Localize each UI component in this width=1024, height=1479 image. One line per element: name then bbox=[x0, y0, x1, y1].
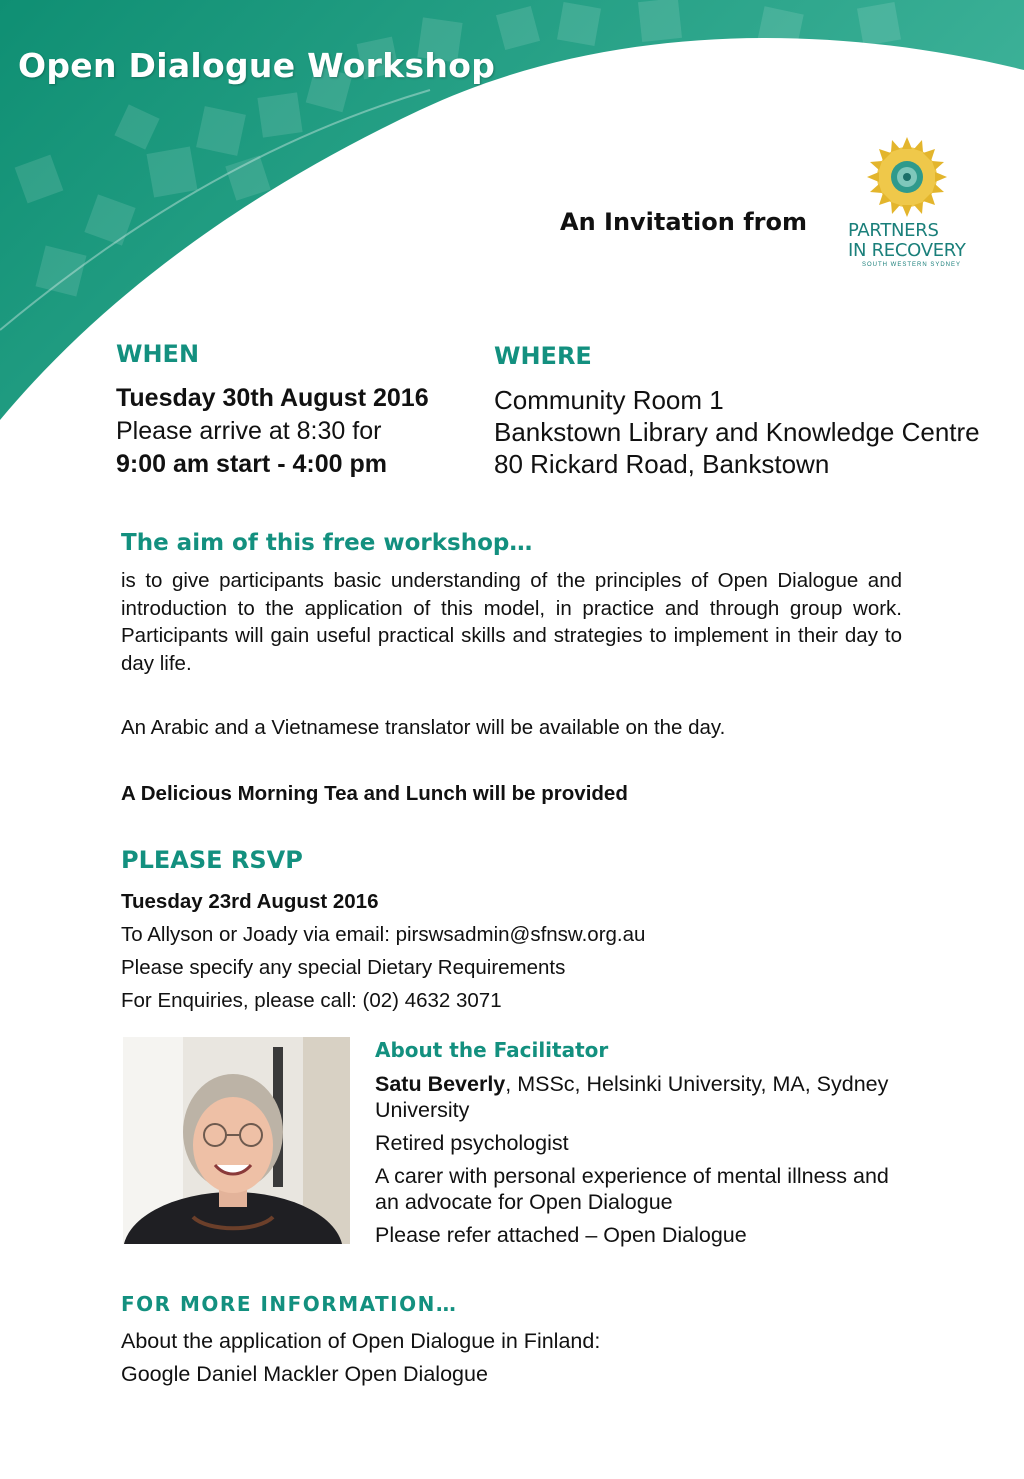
more-info-line1: About the application of Open Dialogue in Finland: bbox=[121, 1329, 601, 1353]
facilitator-bio bbox=[375, 1071, 895, 1123]
translator-note: An Arabic and a Vietnamese translator will be available on the day. bbox=[121, 716, 726, 739]
where-details bbox=[494, 384, 980, 480]
event-time: 9:00 am start - 4:00 pm bbox=[116, 450, 387, 478]
facilitator-name: Satu Beverly bbox=[375, 1072, 506, 1096]
rsvp-date: Tuesday 23rd August 2016 bbox=[121, 890, 379, 913]
facilitator-credentials: , MSSc, Helsinki University, MA, Sydney University bbox=[375, 1072, 889, 1122]
when-heading: WHEN bbox=[116, 340, 200, 368]
lunch-note: A Delicious Morning Tea and Lunch will be provided bbox=[121, 782, 628, 805]
facilitator-refer: Please refer attached – Open Dialogue bbox=[375, 1223, 747, 1247]
rsvp-enquiries: For Enquiries, please call: (02) 4632 3071 bbox=[121, 989, 502, 1012]
more-info-details bbox=[121, 1325, 600, 1391]
more-info-heading: FOR MORE INFORMATION… bbox=[121, 1292, 458, 1316]
facilitator-role: Retired psychologist bbox=[375, 1131, 569, 1155]
facilitator-details bbox=[375, 1071, 895, 1255]
more-info-line2: Google Daniel Mackler Open Dialogue bbox=[121, 1362, 488, 1386]
venue-room: Community Room 1 bbox=[494, 385, 724, 415]
facilitator-heading: About the Facilitator bbox=[375, 1038, 609, 1062]
aim-paragraph: is to give participants basic understanding of the principles of Open Dialogue and introduction to the application of this model, in practice and through group work. Participants will gain useful practical skills and strategies to implement in their day to day life. bbox=[121, 569, 902, 675]
rsvp-heading: PLEASE RSVP bbox=[121, 846, 303, 874]
logo-text-line3: SOUTH WESTERN SYDNEY bbox=[862, 262, 962, 268]
facilitator-experience: A carer with personal experience of mental illness and an advocate for Open Dialogue bbox=[375, 1164, 889, 1214]
logo-text-line2: IN RECOVERY bbox=[848, 240, 966, 261]
rsvp-details bbox=[121, 885, 645, 1017]
facilitator-photo bbox=[123, 1037, 350, 1244]
page-title: Open Dialogue Workshop bbox=[18, 46, 496, 85]
venue-name: Bankstown Library and Knowledge Centre bbox=[494, 417, 980, 447]
when-details bbox=[116, 382, 429, 481]
arrival-note: Please arrive at 8:30 for bbox=[116, 417, 382, 445]
invitation-text: An Invitation from bbox=[560, 208, 807, 236]
logo-text-line1: PARTNERS bbox=[848, 220, 939, 241]
aim-heading: The aim of this free workshop… bbox=[121, 530, 533, 556]
where-heading: WHERE bbox=[494, 342, 592, 370]
rsvp-contact: To Allyson or Joady via email: pirswsadmin@sfnsw.org.au bbox=[121, 923, 646, 946]
event-date: Tuesday 30th August 2016 bbox=[116, 384, 429, 412]
venue-address: 80 Rickard Road, Bankstown bbox=[494, 449, 830, 479]
rsvp-dietary: Please specify any special Dietary Requirements bbox=[121, 956, 566, 979]
